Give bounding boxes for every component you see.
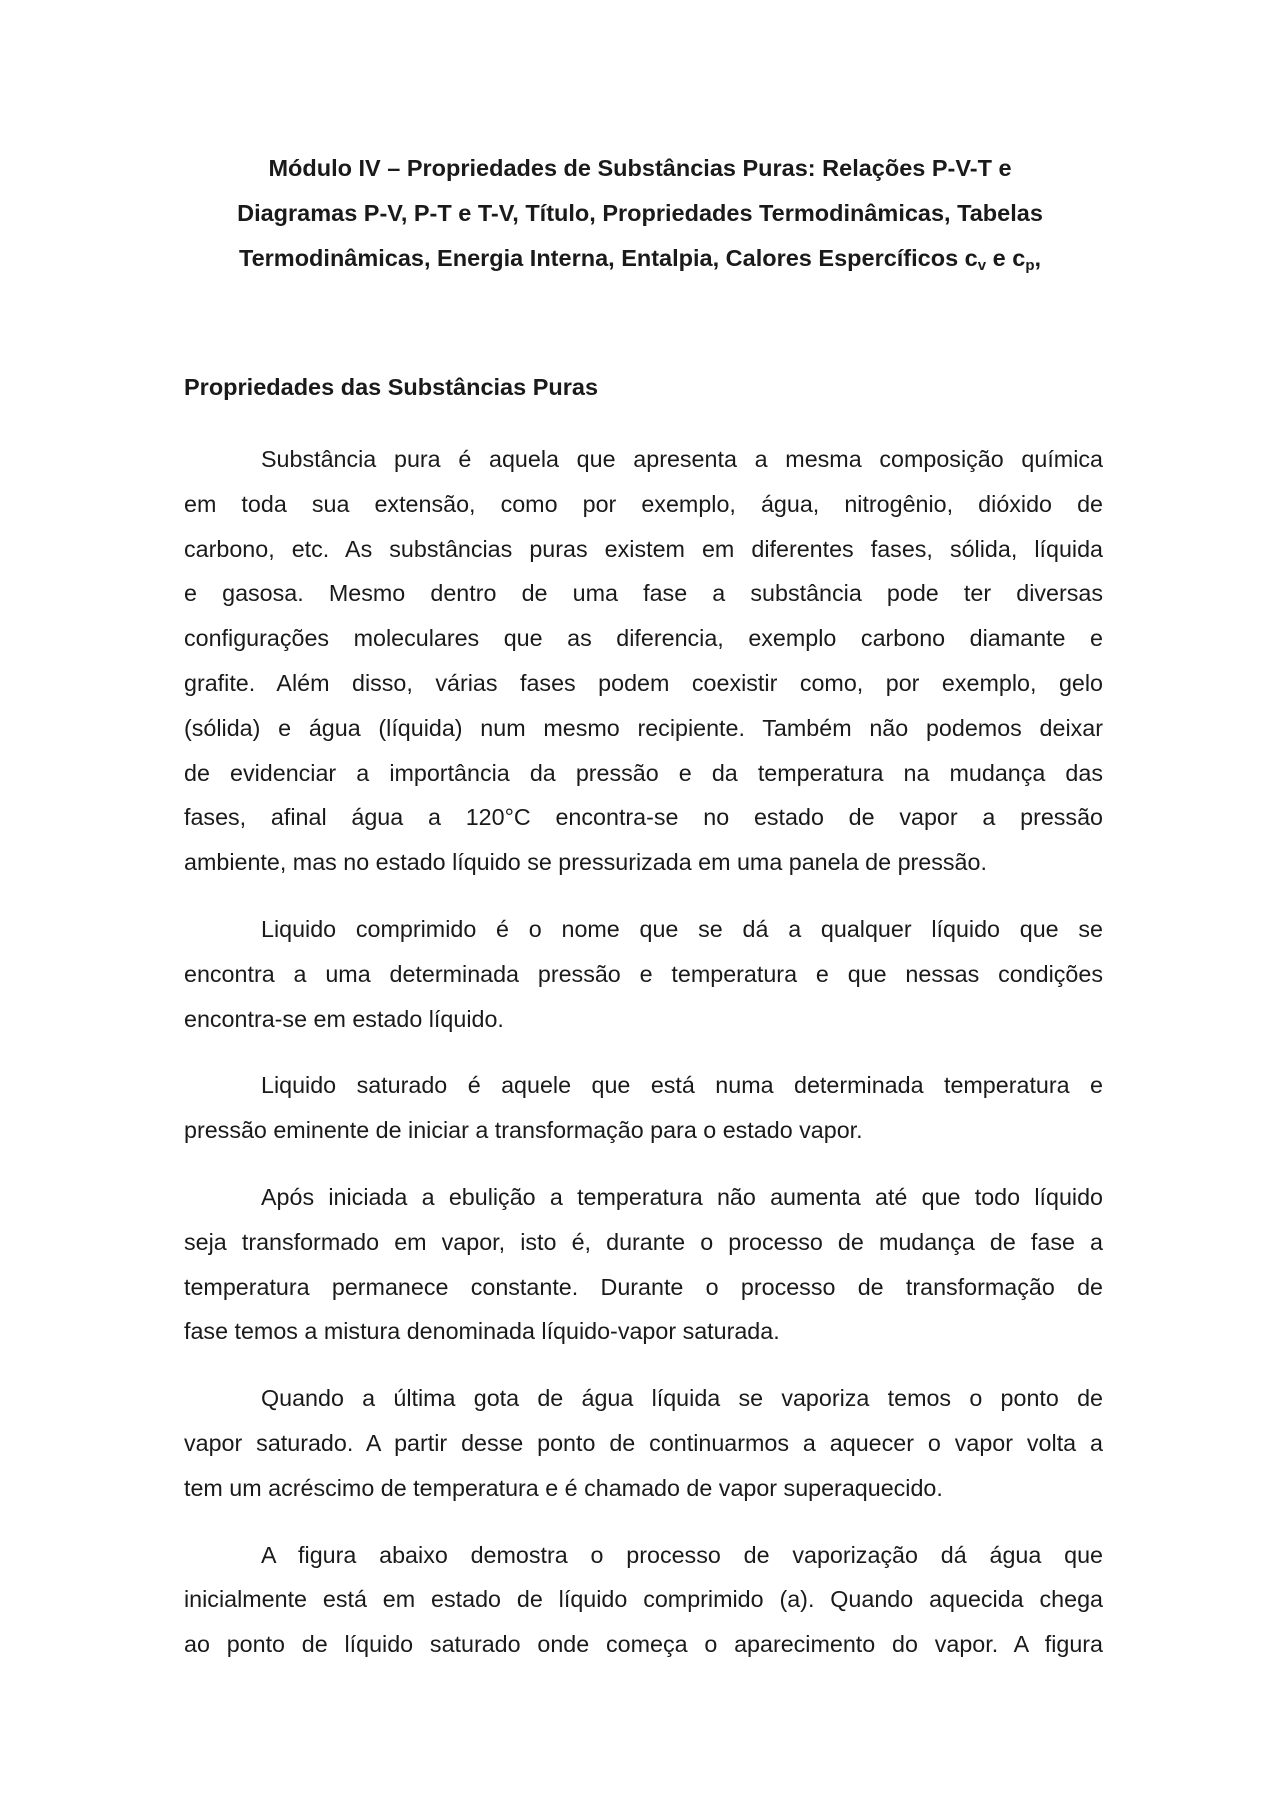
paragraph xyxy=(184,907,1103,1041)
title-line-1: Módulo IV – Propriedades de Substâncias Puras: Relações P-V-T e xyxy=(268,155,1012,181)
text-line: (sólida) e água (líquida) num mesmo recipiente. Também não podemos deixar xyxy=(184,714,1103,741)
title-line-3 xyxy=(150,236,1130,281)
section-heading: Propriedades das Substâncias Puras xyxy=(184,374,599,400)
text-line: ambiente, mas no estado líquido se pressurizada em uma panela de pressão. xyxy=(184,849,987,876)
paragraph xyxy=(184,1376,1103,1510)
text-line: pressão eminente de iniciar a transformação para o estado vapor. xyxy=(184,1117,863,1144)
text-line: temperatura permanece constante. Durante o processo de transformação de xyxy=(184,1273,1103,1300)
title-line-3-mid: e c xyxy=(986,245,1026,271)
text-line: seja transformado em vapor, isto é, durante o processo de mudança de fase a xyxy=(184,1228,1103,1255)
text-line: fases, afinal água a 120°C encontra-se no estado de vapor a pressão xyxy=(184,804,1103,831)
text-line: A figura abaixo demostra o processo de vaporização dá água que xyxy=(261,1541,1103,1568)
title-line-2: Diagramas P-V, P-T e T-V, Título, Propriedades Termodinâmicas, Tabelas xyxy=(237,200,1043,226)
text-line: e gasosa. Mesmo dentro de uma fase a substância pode ter diversas xyxy=(184,580,1103,607)
text-line: encontra-se em estado líquido. xyxy=(184,1005,504,1032)
text-line: Liquido comprimido é o nome que se dá a qualquer líquido que se xyxy=(261,915,1103,942)
text-line: ao ponto de líquido saturado onde começa o aparecimento do vapor. A figura xyxy=(184,1631,1103,1658)
text-line: Após iniciada a ebulição a temperatura não aumenta até que todo líquido xyxy=(261,1183,1103,1210)
text-line: Quando a última gota de água líquida se vaporiza temos o ponto de xyxy=(261,1385,1103,1412)
title-line-3-prefix: Termodinâmicas, Energia Interna, Entalpia, Calores Espercíficos c xyxy=(238,245,978,271)
text-line: Liquido saturado é aquele que está numa determinada temperatura e xyxy=(261,1072,1103,1099)
subscript-v: v xyxy=(977,257,987,274)
text-line: fase temos a mistura denominada líquido-vapor saturada. xyxy=(184,1318,780,1345)
subscript-p: p xyxy=(1025,257,1035,274)
text-line: encontra a uma determinada pressão e temperatura e que nessas condições xyxy=(184,960,1103,987)
text-line: de evidenciar a importância da pressão e da temperatura na mudança das xyxy=(184,759,1103,786)
document-title xyxy=(150,146,1130,281)
text-line: configurações moleculares que as diferencia, exemplo carbono diamante e xyxy=(184,625,1103,652)
text-line: Substância pura é aquela que apresenta a mesma composição química xyxy=(261,446,1103,472)
text-line: carbono, etc. As substâncias puras existem em diferentes fases, sólida, líquida xyxy=(184,535,1103,562)
title-line-3-suffix: , xyxy=(1034,245,1042,271)
text-line: vapor saturado. A partir desse ponto de continuarmos a aquecer o vapor volta a xyxy=(184,1429,1103,1456)
body-text xyxy=(184,437,1103,1689)
paragraph xyxy=(184,1533,1103,1667)
text-line: inicialmente está em estado de líquido comprimido (a). Quando aquecida chega xyxy=(184,1586,1103,1613)
paragraph xyxy=(184,437,1103,885)
paragraph xyxy=(184,1175,1103,1354)
text-line: grafite. Além disso, várias fases podem coexistir como, por exemplo, gelo xyxy=(184,669,1103,696)
text-line: em toda sua extensão, como por exemplo, água, nitrogênio, dióxido de xyxy=(184,490,1103,517)
paragraph xyxy=(184,1063,1103,1153)
text-line: tem um acréscimo de temperatura e é chamado de vapor superaquecido. xyxy=(184,1474,943,1501)
